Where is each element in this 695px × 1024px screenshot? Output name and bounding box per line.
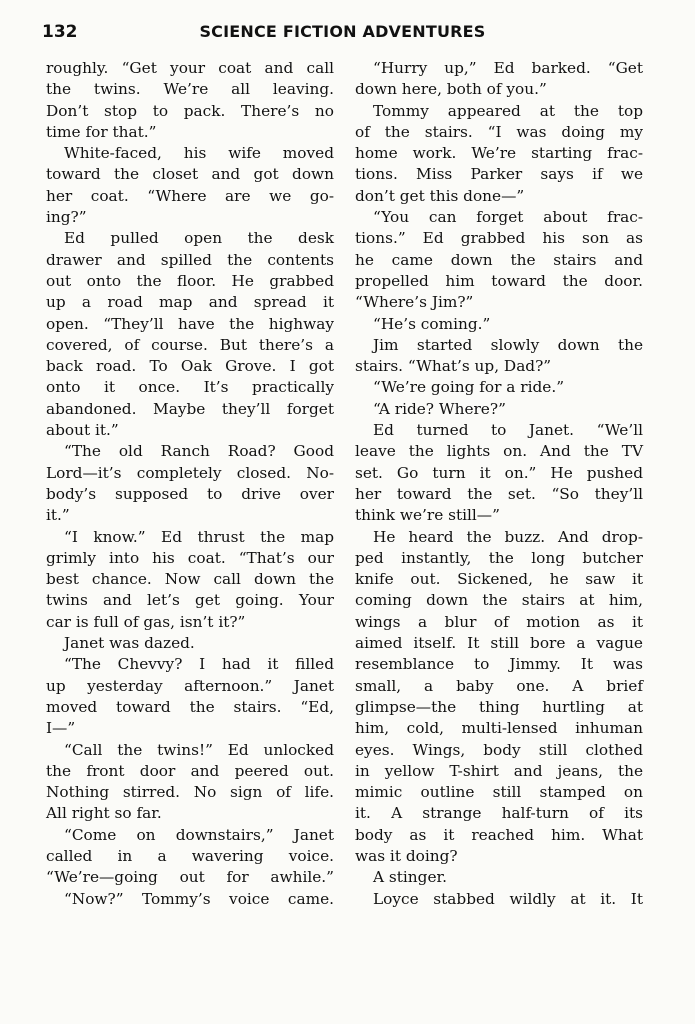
text-line: called in a wavering voice. (46, 846, 334, 865)
text-line: the twins. We’re all leaving. (46, 80, 334, 99)
text-line: small, a baby one. A brief (355, 676, 643, 695)
text-line: onto it once. It’s practically (46, 378, 334, 397)
text-line: resemblance to Jimmy. It was (355, 655, 643, 674)
text-line: about it.” (46, 421, 119, 440)
text-line: back road. To Oak Grove. I got (46, 357, 334, 376)
page-header (42, 22, 653, 48)
text-line: knife out. Sickened, he saw it (355, 570, 643, 589)
page-number: 132 (42, 22, 78, 42)
text-line: Don’t stop to pack. There’s no (46, 101, 334, 120)
text-line: Lord—it’s completely closed. No- (46, 463, 334, 482)
text-line: moved toward the stairs. “Ed, (46, 697, 334, 716)
right-column (355, 58, 643, 910)
text-line: covered, of course. But there’s a (46, 335, 334, 354)
text-line: “I know.” Ed thrust the map (64, 527, 334, 546)
text-line: her coat. “Where are we go- (46, 186, 334, 205)
text-line: coming down the stairs at him, (355, 591, 643, 610)
text-line: think we’re still—” (355, 506, 500, 525)
text-line: “A ride? Where?” (373, 399, 506, 418)
text-line: it.” (46, 506, 70, 525)
text-line: wings a blur of motion as it (355, 612, 643, 631)
text-line: aimed itself. It still bore a vague (355, 634, 643, 653)
text-line: “Hurry up,” Ed barked. “Get (373, 59, 643, 77)
text-line: glimpse—the thing hurtling at (355, 697, 643, 716)
text-line: toward the closet and got down (46, 165, 334, 184)
text-line: “He’s coming.” (373, 314, 491, 333)
text-line: Tommy appeared at the top (373, 101, 643, 120)
text-line: “You can forget about frac- (373, 208, 643, 227)
text-line: body’s supposed to drive over (46, 484, 334, 503)
text-line: out onto the floor. He grabbed (46, 271, 334, 290)
text-line: mimic outline still stamped on (355, 783, 643, 802)
text-line: A stinger. (373, 868, 447, 887)
text-line: leave the lights on. And the TV (355, 442, 643, 461)
text-line: up yesterday afternoon.” Janet (46, 676, 334, 695)
text-line: time for that.” (46, 122, 157, 141)
text-line: grimly into his coat. “That’s our (46, 548, 334, 567)
text-line: it. A strange half-turn of its (355, 804, 643, 823)
text-line: up a road map and spread it (46, 293, 334, 312)
text-line: twins and let’s get going. Your (46, 591, 334, 610)
text-line: Janet was dazed. (64, 634, 195, 653)
text-line: her toward the set. “So they’ll (355, 484, 643, 503)
text-line: All right so far. (46, 804, 162, 823)
text-line: Nothing stirred. No sign of life. (46, 783, 334, 802)
text-line: “We’re going for a ride.” (373, 378, 565, 397)
text-line: best chance. Now call down the (46, 570, 334, 589)
text-line: “The old Ranch Road? Good (64, 442, 334, 461)
text-line: he came down the stairs and (355, 250, 643, 269)
text-line: drawer and spilled the contents (46, 250, 334, 269)
text-line: stairs. “What’s up, Dad?” (355, 357, 552, 376)
text-line: him, cold, multi-lensed inhuman (355, 719, 643, 738)
text-line: was it doing? (355, 846, 458, 865)
text-line: “Where’s Jim?” (355, 293, 474, 312)
left-column (46, 58, 334, 910)
text-line: set. Go turn it on.” He pushed (355, 463, 643, 482)
text-line: Ed turned to Janet. “We’ll (373, 421, 643, 440)
text-line: He heard the buzz. And drop- (373, 527, 643, 546)
text-line: propelled him toward the door. (355, 271, 643, 290)
text-line: the front door and peered out. (46, 761, 334, 780)
text-line: “Now?” Tommy’s voice came. (64, 889, 334, 908)
text-line: open. “They’ll have the highway (46, 314, 334, 333)
text-line: don’t get this done—” (355, 186, 525, 205)
text-line: in yellow T-shirt and jeans, the (355, 761, 643, 780)
text-line: roughly. “Get your coat and call (46, 59, 334, 77)
running-title: SCIENCE FICTION ADVENTURES (199, 22, 486, 41)
text-line: ing?” (46, 208, 87, 227)
text-line: White-faced, his wife moved (64, 144, 334, 163)
text-line: Ed pulled open the desk (64, 229, 334, 248)
text-line: car is full of gas, isn’t it?” (46, 612, 246, 631)
text-line: body as it reached him. What (355, 825, 643, 844)
text-line: “We’re—going out for awhile.” (46, 868, 334, 887)
text-line: abandoned. Maybe they’ll forget (46, 399, 334, 418)
text-line: I—” (46, 719, 76, 738)
text-line: down here, both of you.” (355, 80, 547, 99)
text-line: ped instantly, the long butcher (355, 548, 643, 567)
text-line: home work. We’re starting frac- (355, 144, 643, 163)
text-line: tions.” Ed grabbed his son as (355, 229, 643, 248)
text-line: Loyce stabbed wildly at it. It (373, 889, 643, 908)
text-line: “Come on downstairs,” Janet (64, 825, 334, 844)
text-line: of the stairs. “I was doing my (355, 122, 643, 141)
text-line: tions. Miss Parker says if we (355, 165, 643, 184)
text-line: “Call the twins!” Ed unlocked (64, 740, 334, 759)
text-line: “The Chevvy? I had it filled (64, 655, 334, 674)
text-line: eyes. Wings, body still clothed (355, 740, 643, 759)
text-line: Jim started slowly down the (373, 335, 643, 354)
